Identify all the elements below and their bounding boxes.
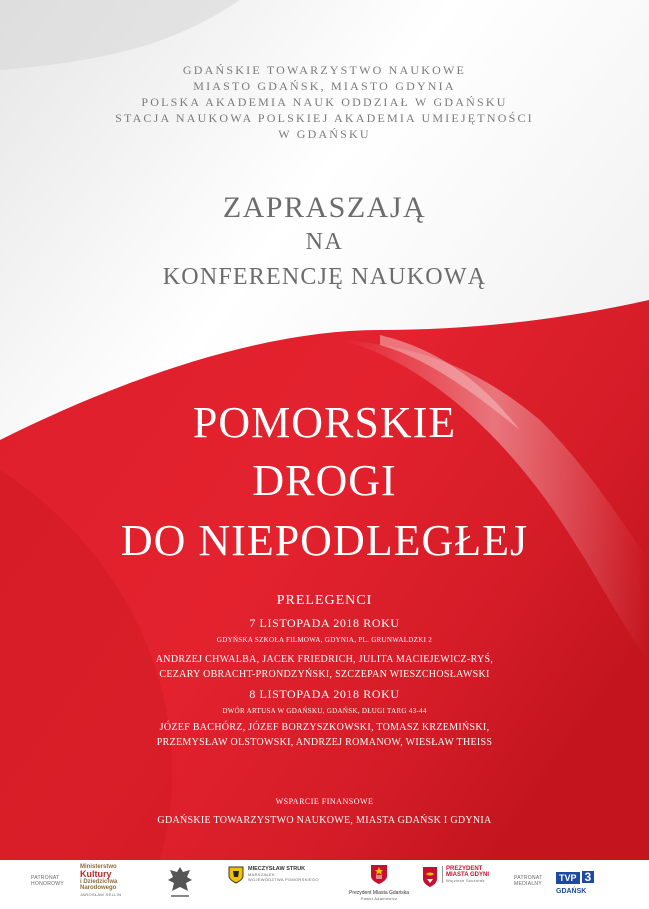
ministerstwo-logo: Ministerstwo Kultury i Dziedzictwa Narodowego JAROSŁAW SELLIN xyxy=(80,864,122,897)
speakers-heading: PRELEGENCI xyxy=(276,593,373,608)
gdansk-crest-icon xyxy=(369,863,389,885)
pomorskie-shield-icon xyxy=(228,866,244,884)
day2-speakers-1: JÓZEF BACHÓRZ, JÓZEF BORZYSZKOWSKI, TOMASZ KRZEMIŃSKI, xyxy=(159,722,490,733)
organizer-line: W GDAŃSKU xyxy=(278,127,371,141)
day1-speakers-1: ANDRZEJ CHWALBA, JACEK FRIEDRICH, JULITA MACIEJEWICZ-RYŚ, xyxy=(155,654,494,665)
day2-date: 8 LISTOPADA 2018 ROKU xyxy=(249,687,400,701)
gdynia-crest-icon xyxy=(422,866,438,888)
organizer-line: STACJA NAUKOWA POLSKIEJ AKADEMIA UMIEJĘTNOŚCI xyxy=(115,111,534,125)
title-line-2: DROGI xyxy=(252,456,397,505)
funding-heading: WSPARCIE FINANSOWE xyxy=(275,797,374,806)
day1-venue: GDYŃSKA SZKOŁA FILMOWA, GDYNIA, PL. GRUNWALDZKI 2 xyxy=(216,636,433,644)
invite-line-2: NA xyxy=(305,229,344,255)
organizer-line: POLSKA AKADEMIA NAUK ODDZIAŁ W GDAŃSKU xyxy=(141,95,508,109)
prezydent-gdansk-logo: Prezydent Miasta Gdańska Paweł Adamowicz xyxy=(344,863,414,901)
footer-logos: PATRONAT HONOROWY Ministerstwo Kultury i Dziedzictwa Narodowego JAROSŁAW SELLIN MIECZYSŁAW STRUK MARSZAŁEK WOJEWÓDZTWA POMORSKIEGO Prezydent Miasta Gdańska Paweł Adamowicz PREZYDENT MIASTA GDYNI Wojciech Szczurek PATRONAT MEDIALNY TVP 3 GDAŃSK xyxy=(0,860,649,909)
organizer-line: MIASTO GDAŃSK, MIASTO GDYNIA xyxy=(193,79,456,93)
day2-speakers-2: PRZEMYSŁAW OLSTOWSKI, ANDRZEJ ROMANOW, WIESŁAW THEISS xyxy=(156,737,493,748)
title-line-1: POMORSKIE xyxy=(192,398,457,447)
organizer-line: GDAŃSKIE TOWARZYSTWO NAUKOWE xyxy=(182,63,467,77)
patronat-honorowy-label: PATRONAT HONOROWY xyxy=(31,875,64,887)
title-line-3: DO NIEPODLEGŁEJ xyxy=(120,516,529,565)
day2-venue: DWÓR ARTUSA W GDAŃSKU, GDAŃSK, DŁUGI TARG 43-44 xyxy=(222,707,427,715)
funding-text: GDAŃSKIE TOWARZYSTWO NAUKOWE, MIASTA GDAŃSK I GDYNIA xyxy=(157,815,492,826)
day1-speakers-2: CEZARY OBRACHT-PRONDZYŃSKI, SZCZEPAN WIESZCHOSŁAWSKI xyxy=(159,669,490,680)
eagle-emblem-icon xyxy=(165,864,195,900)
tvp3-logo: TVP 3 GDAŃSK xyxy=(556,868,616,895)
invite-line-3: KONFERENCJĘ NAUKOWĄ xyxy=(162,264,487,290)
patronat-medialny-label: PATRONAT MEDIALNY xyxy=(514,875,543,887)
invite-line-1: ZAPRASZAJĄ xyxy=(222,191,427,224)
day1-date: 7 LISTOPADA 2018 ROKU xyxy=(249,616,400,630)
